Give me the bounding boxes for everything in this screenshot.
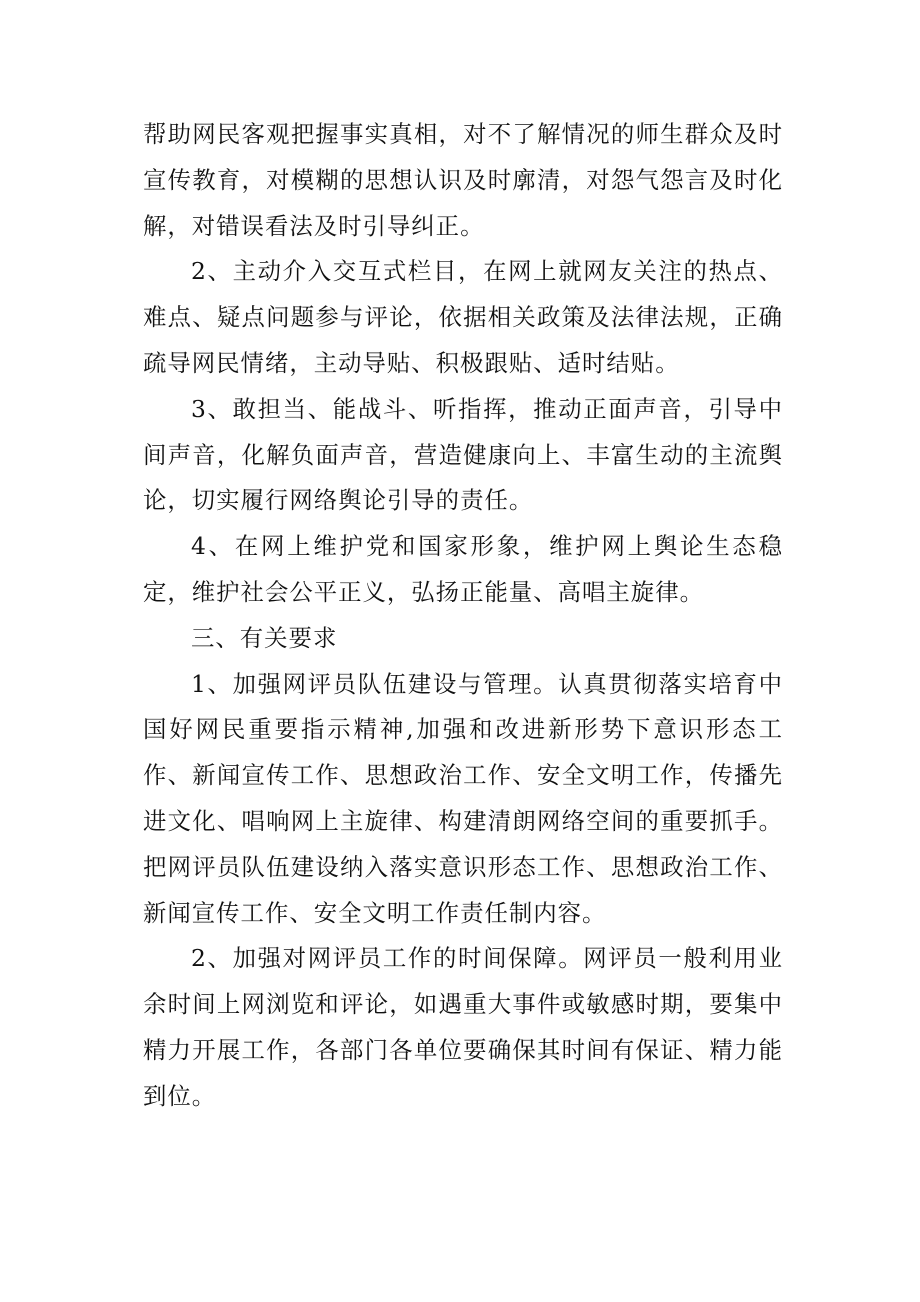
paragraph-requirement-1: 1、加强网评员队伍建设与管理。认真贯彻落实培育中国好网民重要指示精神,加强和改进新形势下意识形态工作、新闻宣传工作、思想政治工作、安全文明工作，传播先进文化、唱响网上主旋律、构建清朗网络空间的重要抓手。把网评员队伍建设纳入落实意识形态工作、思想政治工作、新闻宣传工作、安全文明工作责任制内容。 [143, 669, 783, 927]
document-body [143, 112, 783, 1120]
paragraph-intro-continuation: 帮助网民客观把握事实真相，对不了解情况的师生群众及时宣传教育，对模糊的思想认识及时廓清，对怨气怨言及时化解，对错误看法及时引导纠正。 [143, 120, 783, 240]
paragraph-item-3: 3、敢担当、能战斗、听指挥，推动正面声音，引导中间声音，化解负面声音，营造健康向上、丰富生动的主流舆论，切实履行网络舆论引导的责任。 [143, 394, 783, 515]
paragraph-item-2: 2、主动介入交互式栏目，在网上就网友关注的热点、难点、疑点问题参与评论，依据相关政策及法律法规，正确疏导网民情绪，主动导贴、积极跟贴、适时结贴。 [143, 257, 783, 377]
paragraph-item-4: 4、在网上维护党和国家形象，维护网上舆论生态稳定，维护社会公平正义，弘扬正能量、高唱主旋律。 [143, 532, 783, 606]
section-heading-requirements: 三、有关要求 [191, 623, 338, 652]
paragraph-requirement-2: 2、加强对网评员工作的时间保障。网评员一般利用业余时间上网浏览和评论，如遇重大事件或敏感时期，要集中精力开展工作，各部门各单位要确保其时间有保证、精力能到位。 [143, 944, 783, 1110]
